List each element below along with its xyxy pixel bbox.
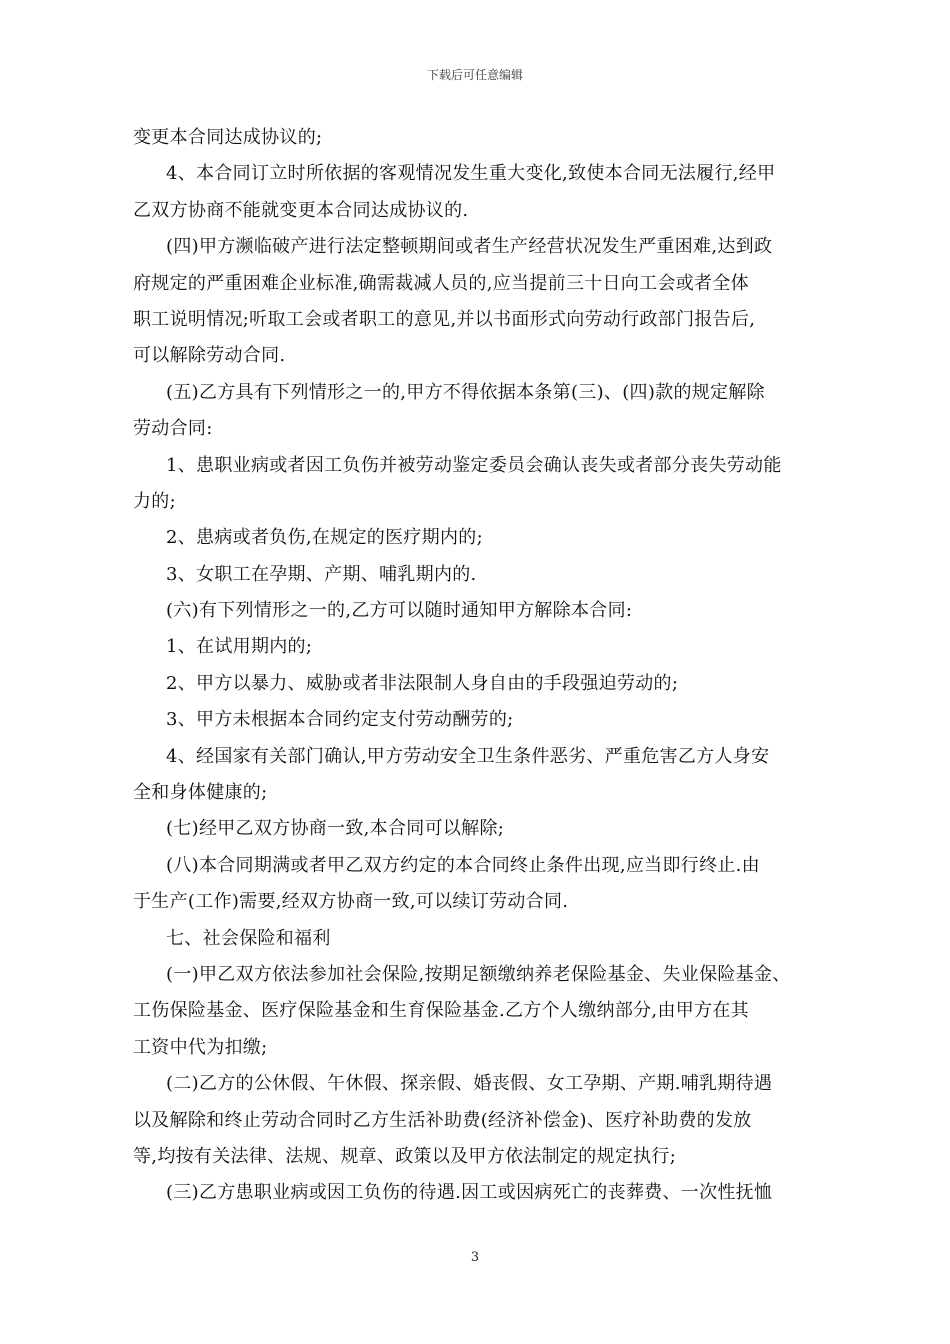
text-line: 3、女职工在孕期、产期、哺乳期内的. [166, 563, 477, 585]
text-line: (五)乙方具有下列情形之一的,甲方不得依据本条第(三)、(四)款的规定解除 [166, 381, 765, 403]
text-line: (一)甲乙双方依法参加社会保险,按期足额缴纳养老保险基金、失业保险基金、 [166, 963, 791, 985]
text-line: 变更本合同达成协议的; [133, 127, 323, 148]
text-line: 2、患病或者负伤,在规定的医疗期内的; [166, 527, 483, 549]
document-body [133, 120, 823, 1212]
text-line: 4、本合同订立时所依据的客观情况发生重大变化,致使本合同无法履行,经甲 [166, 163, 776, 185]
text-line: 3、甲方未根据本合同约定支付劳动酬劳的; [166, 709, 514, 731]
text-line: (七)经甲乙双方协商一致,本合同可以解除; [166, 818, 505, 840]
text-line: 府规定的严重困难企业标准,确需裁减人员的,应当提前三十日向工会或者全体 [133, 272, 749, 294]
text-line: (二)乙方的公休假、午休假、探亲假、婚丧假、女工孕期、产期.哺乳期待遇 [166, 1073, 773, 1095]
text-line: (三)乙方患职业病或因工负伤的待遇.因工或因病死亡的丧葬费、一次性抚恤 [166, 1182, 773, 1204]
text-line: 以及解除和终止劳动合同时乙方生活补助费(经济补偿金)、医疗补助费的发放 [133, 1109, 752, 1131]
text-line: 可以解除劳动合同. [133, 345, 286, 367]
text-line: 4、经国家有关部门确认,甲方劳动安全卫生条件恶劣、严重危害乙方人身安 [166, 745, 770, 767]
text-line: 工伤保险基金、医疗保险基金和生育保险基金.乙方个人缴纳部分,由甲方在其 [133, 1000, 749, 1022]
text-line: 等,均按有关法律、法规、规章、政策以及甲方依法制定的规定执行; [133, 1145, 677, 1167]
page-header: 下载后可任意编辑 [426, 68, 523, 82]
text-line: 劳动合同: [133, 418, 213, 440]
page-number: 3 [470, 1250, 480, 1265]
text-line: 1、患职业病或者因工负伤并被劳动鉴定委员会确认丧失或者部分丧失劳动能 [166, 454, 782, 476]
text-line: 全和身体健康的; [133, 782, 268, 804]
text-line: (八)本合同期满或者甲乙双方约定的本合同终止条件出现,应当即行终止.由 [166, 854, 760, 876]
text-line: 于生产(工作)需要,经双方协商一致,可以续订劳动合同. [133, 891, 569, 913]
text-line: 2、甲方以暴力、威胁或者非法限制人身自由的手段强迫劳动的; [166, 672, 679, 694]
text-line: 力的; [133, 490, 176, 512]
text-line: 七、社会保险和福利 [166, 927, 331, 949]
text-line: (四)甲方濒临破产进行法定整顿期间或者生产经营状况发生严重困难,达到政 [166, 236, 773, 258]
text-line: 工资中代为扣缴; [133, 1036, 268, 1058]
text-line: 1、在试用期内的; [166, 636, 313, 658]
text-line: 职工说明情况;听取工会或者职工的意见,并以书面形式向劳动行政部门报告后, [133, 308, 756, 330]
text-line: 乙双方协商不能就变更本合同达成协议的. [133, 199, 469, 221]
text-line: (六)有下列情形之一的,乙方可以随时通知甲方解除本合同: [166, 600, 633, 622]
